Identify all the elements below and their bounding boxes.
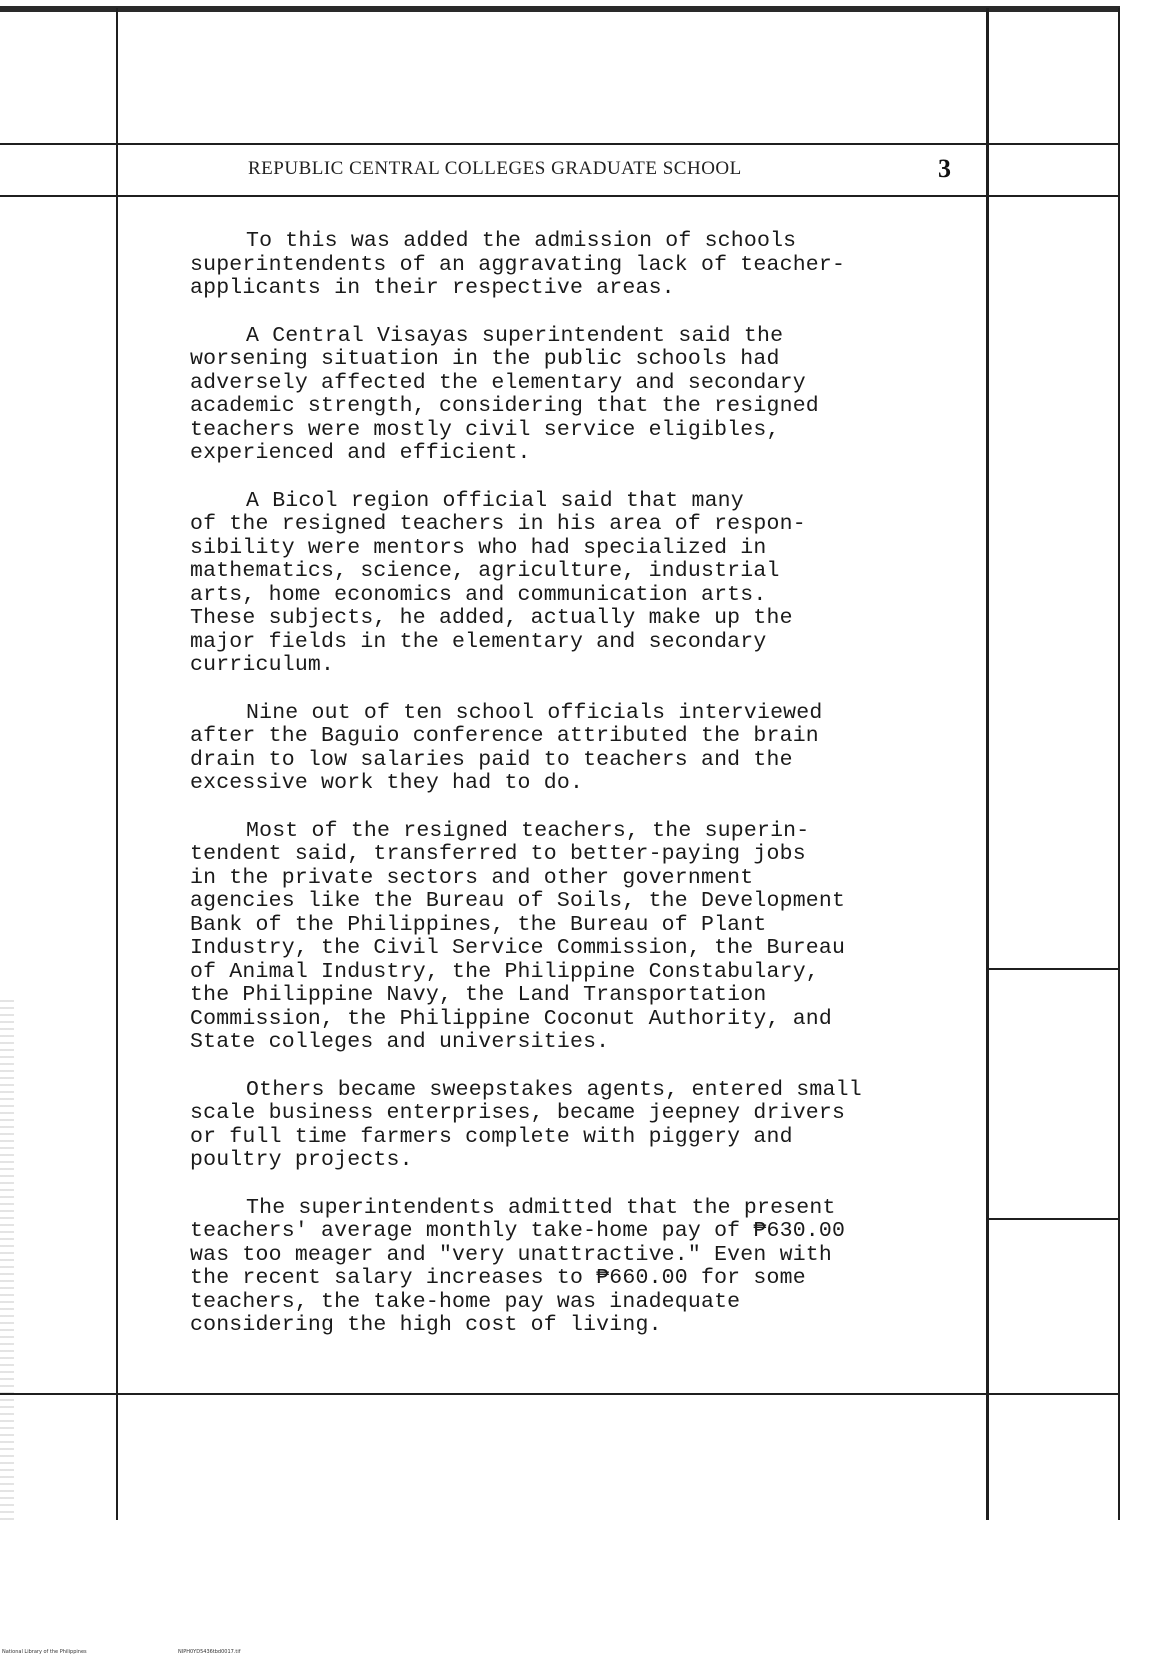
header-bottom-rule: [0, 195, 1120, 197]
paragraph-3: A Bicol region official said that many of the resigned teachers in his area of respon- sibility were mentors who had specialized in mathematics, science, agriculture, industrial arts, home economics and communication arts. These subjects, he added, actually make up the major fields in the elementary and secondary curriculum.: [190, 488, 806, 677]
right-column-rule-1: [988, 968, 1118, 970]
scan-filename: NIPH0YD5436tbd0017.tif: [178, 1649, 241, 1655]
paragraph-2: A Central Visayas superintendent said the worsening situation in the public schools had adversely affected the elementary and secondary academic strength, considering that the resigned teachers were mostly civil service eligibles, experienced and efficient.: [190, 323, 819, 465]
paragraph-4: Nine out of ten school officials interviewed after the Baguio conference attributed the brain drain to low salaries paid to teachers and the excessive work they had to do.: [190, 700, 823, 795]
paragraph-7: The superintendents admitted that the present teachers' average monthly take-home pay of ₱630.00 was too meager and "very unattractive." Even with the recent salary increases to ₱660.00 for some teachers, the take-home pay was inadequate considering the high cost of living.: [190, 1195, 846, 1337]
header-top-rule: [0, 143, 1120, 145]
top-border: [0, 6, 1120, 12]
right-column-rule-2: [988, 1218, 1118, 1220]
far-right-rule: [1118, 8, 1120, 1520]
library-credit: National Library of the Philippines: [2, 1649, 87, 1655]
paragraph-5: Most of the resigned teachers, the superin- tendent said, transferred to better-paying jobs in the private sectors and other government agencies like the Bureau of Soils, the Development Bank of the Philippines, the Bureau of Plant Industry, the Civil Service Commission, the Bureau of Animal Industry, the Philippine Constabulary, the Philippine Navy, the Land Transportation Commission, the Philippine Coconut Authority, and State colleges and universities.: [190, 818, 846, 1054]
scan-edge-noise: [0, 1000, 14, 1520]
paragraph-6: Others became sweepstakes agents, entered small scale business enterprises, became jeepney drivers or full time farmers complete with piggery and poultry projects.: [190, 1077, 862, 1172]
paragraph-1: To this was added the admission of schools superintendents of an aggravating lack of teacher- applicants in their respective areas.: [190, 229, 846, 300]
left-margin-rule: [116, 8, 118, 1520]
right-margin-rule: [986, 8, 989, 1520]
page-header-title: REPUBLIC CENTRAL COLLEGES GRADUATE SCHOOL: [248, 158, 742, 179]
page-number: 3: [938, 154, 951, 183]
document-body: [190, 230, 930, 1362]
footer-rule: [0, 1393, 1120, 1395]
